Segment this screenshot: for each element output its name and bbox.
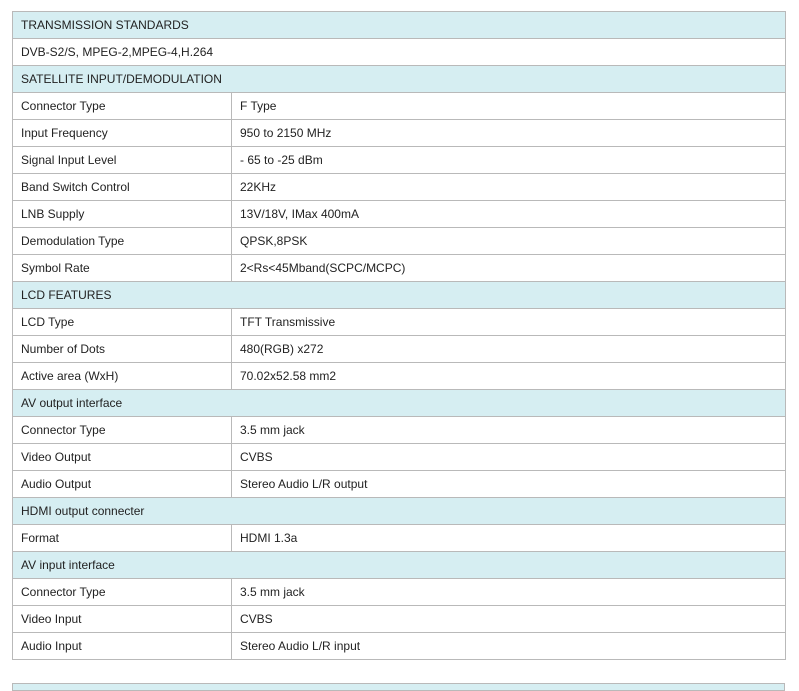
table-row [13, 471, 786, 498]
spec-value: TFT Transmissive [232, 309, 786, 336]
table-row [13, 174, 786, 201]
section-note-row [13, 39, 786, 66]
table-row [13, 201, 786, 228]
table-row [13, 336, 786, 363]
spec-label: Demodulation Type [13, 228, 232, 255]
spec-label: Input Frequency [13, 120, 232, 147]
spec-label: Signal Input Level [13, 147, 232, 174]
section-title: TRANSMISSION STANDARDS [13, 12, 786, 39]
spec-label: Symbol Rate [13, 255, 232, 282]
spec-label: Connector Type [13, 579, 232, 606]
section-header-av-input [13, 552, 786, 579]
spec-value: QPSK,8PSK [232, 228, 786, 255]
spec-value: HDMI 1.3a [232, 525, 786, 552]
spec-value: Stereo Audio L/R output [232, 471, 786, 498]
spec-table [12, 11, 786, 660]
section-note: DVB-S2/S, MPEG-2,MPEG-4,H.264 [13, 39, 786, 66]
spec-label: Active area (WxH) [13, 363, 232, 390]
table-row [13, 309, 786, 336]
table-row [13, 93, 786, 120]
spec-value: 3.5 mm jack [232, 579, 786, 606]
spec-value: CVBS [232, 444, 786, 471]
spec-label: Format [13, 525, 232, 552]
table-row [13, 255, 786, 282]
section-header-lcd-features [13, 282, 786, 309]
spec-label: Connector Type [13, 417, 232, 444]
section-header-satellite-input [13, 66, 786, 93]
spec-value: 950 to 2150 MHz [232, 120, 786, 147]
table-row [13, 417, 786, 444]
table-row [13, 228, 786, 255]
section-title: SATELLITE INPUT/DEMODULATION [13, 66, 786, 93]
section-title: LCD FEATURES [13, 282, 786, 309]
spec-label: Video Output [13, 444, 232, 471]
table-row [13, 120, 786, 147]
section-header-hdmi-output [13, 498, 786, 525]
spec-value: F Type [232, 93, 786, 120]
next-section-header-partial [12, 683, 785, 691]
section-header-av-output [13, 390, 786, 417]
spec-value: 13V/18V, IMax 400mA [232, 201, 786, 228]
section-title: HDMI output connecter [13, 498, 786, 525]
table-row [13, 525, 786, 552]
table-row [13, 579, 786, 606]
spec-value: - 65 to -25 dBm [232, 147, 786, 174]
section-title: AV input interface [13, 552, 786, 579]
spec-value: Stereo Audio L/R input [232, 633, 786, 660]
section-title: AV output interface [13, 390, 786, 417]
spec-label: Audio Input [13, 633, 232, 660]
spec-value: 480(RGB) x272 [232, 336, 786, 363]
table-row [13, 606, 786, 633]
spec-table-container [12, 11, 785, 660]
spec-value: 3.5 mm jack [232, 417, 786, 444]
table-row [13, 147, 786, 174]
spec-label: Connector Type [13, 93, 232, 120]
spec-value: 2<Rs<45Mband(SCPC/MCPC) [232, 255, 786, 282]
table-row [13, 444, 786, 471]
section-header-transmission-standards [13, 12, 786, 39]
spec-value: 70.02x52.58 mm2 [232, 363, 786, 390]
spec-label: Video Input [13, 606, 232, 633]
spec-label: Band Switch Control [13, 174, 232, 201]
spec-label: LNB Supply [13, 201, 232, 228]
spec-label: Audio Output [13, 471, 232, 498]
spec-label: Number of Dots [13, 336, 232, 363]
spec-label: LCD Type [13, 309, 232, 336]
spec-value: 22KHz [232, 174, 786, 201]
table-row [13, 633, 786, 660]
spec-value: CVBS [232, 606, 786, 633]
table-row [13, 363, 786, 390]
